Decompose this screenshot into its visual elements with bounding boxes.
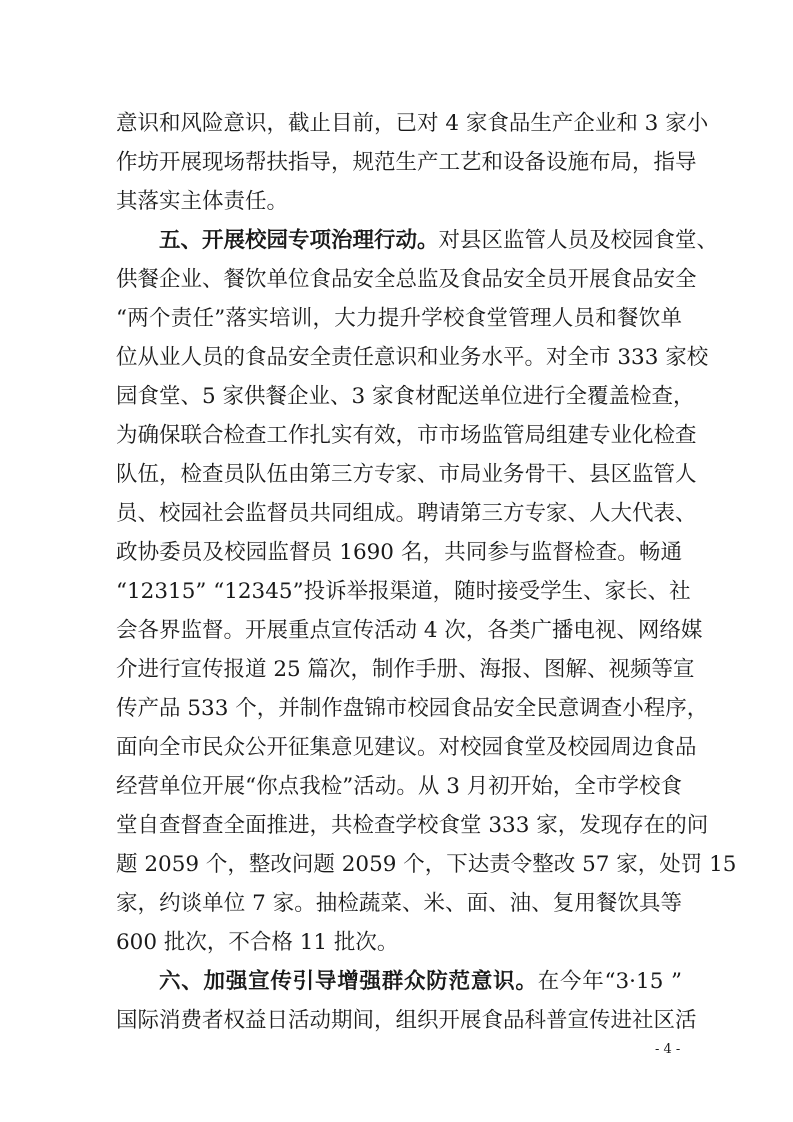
paragraph-line: 队伍，检查员队伍由第三方专家、市局业务骨干、县区监管人 <box>116 462 697 487</box>
paragraph-line: 供餐企业、餐饮单位食品安全总监及食品安全员开展食品安全 <box>116 267 697 292</box>
section-six-heading: 六、加强宣传引导增强群众防范意识。 <box>159 969 538 994</box>
paragraph-line: 堂自查督查全面推进，共检查学校食堂 333 家，发现存在的问 <box>116 813 709 838</box>
section-six-first-line <box>159 962 682 1002</box>
paragraph-line: 园食堂、5 家供餐企业、3 家食材配送单位进行全覆盖检查， <box>116 384 695 409</box>
paragraph-line: 经营单位开展“你点我检”活动。从 3 月初开始，全市学校食 <box>116 774 682 799</box>
paragraph-line: 面向全市民众公开征集意见建议。对校园食堂及校园周边食品 <box>116 735 697 760</box>
paragraph-line: 介进行宣传报道 25 篇次，制作手册、海报、图解、视频等宣 <box>116 657 695 682</box>
paragraph-line: “12315” “12345”投诉举报渠道，随时接受学生、家长、社 <box>116 579 691 604</box>
paragraph-line: 意识和风险意识，截止目前，已对 4 家食品生产企业和 3 家小 <box>116 111 709 136</box>
paragraph-line: 政协委员及校园监督员 1690 名，共同参与监督检查。畅通 <box>116 540 682 565</box>
section-six-first-line-text: 在今年“3·15 ” <box>537 969 682 994</box>
section-five-first-line-text: 对县区监管人员及校园食堂、 <box>438 228 719 253</box>
paragraph-line: 题 2059 个，整改问题 2059 个，下达责令整改 57 家，处罚 15 <box>116 852 737 877</box>
section-five-first-line <box>159 221 719 261</box>
paragraph-line: 作坊开展现场帮扶指导，规范生产工艺和设备设施布局，指导 <box>116 150 697 175</box>
paragraph-line: 国际消费者权益日活动期间，组织开展食品科普宣传进社区活 <box>116 1008 697 1033</box>
paragraph-line: 为确保联合检查工作扎实有效，市市场监管局组建专业化检查 <box>116 423 697 448</box>
paragraph-line: 位从业人员的食品安全责任意识和业务水平。对全市 333 家校 <box>116 345 709 370</box>
paragraph-line: 会各界监督。开展重点宣传活动 4 次，各类广播电视、网络媒 <box>116 618 703 643</box>
page-number: - 4 - <box>655 1042 681 1057</box>
section-five-heading: 五、开展校园专项治理行动。 <box>159 228 439 253</box>
paragraph-line: 传产品 533 个，并制作盘锦市校园食品安全民意调查小程序， <box>116 696 709 721</box>
paragraph-line: 员、校园社会监督员共同组成。聘请第三方专家、人大代表、 <box>116 501 697 526</box>
paragraph-line: 家，约谈单位 7 家。抽检蔬菜、米、面、油、复用餐饮具等 <box>116 891 682 916</box>
paragraph-line: 其落实主体责任。 <box>116 189 289 214</box>
paragraph-line: “两个责任”落实培训，大力提升学校食堂管理人员和餐饮单 <box>116 306 682 331</box>
paragraph-line: 600 批次，不合格 11 批次。 <box>116 930 399 955</box>
